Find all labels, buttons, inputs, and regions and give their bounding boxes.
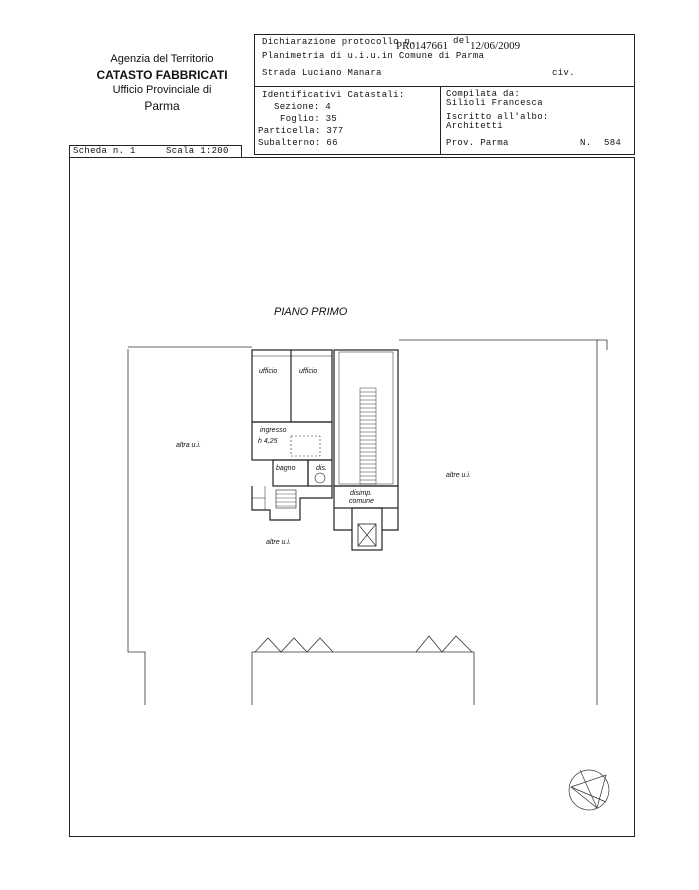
agency-department: CATASTO FABBRICATI bbox=[96, 68, 228, 82]
civ-label: civ. bbox=[552, 68, 575, 78]
room-label-ingresso: ingresso bbox=[260, 427, 287, 434]
room-label-bagno: bagno bbox=[276, 465, 296, 472]
subalterno: Subalterno: 66 bbox=[258, 138, 338, 148]
registration-number: 584 bbox=[604, 138, 622, 148]
identifiers-title: Identificativi Catastali: bbox=[262, 90, 405, 100]
room-label-comune: comune bbox=[349, 498, 374, 505]
number-label: N. bbox=[580, 138, 592, 148]
neighbor-label-left: altra u.i. bbox=[176, 442, 201, 449]
province: Prov. Parma bbox=[446, 138, 509, 148]
compiled-label: Compilata da: bbox=[446, 89, 521, 99]
sezione: Sezione: 4 bbox=[274, 102, 332, 112]
room-label-disimp: disimp. bbox=[350, 490, 373, 497]
address: Strada Luciano Manara bbox=[262, 68, 382, 78]
room-height: h 4,25 bbox=[258, 438, 278, 445]
sheet-number: Scheda n. 1 bbox=[73, 146, 136, 156]
neighbor-label-right: altre u.i. bbox=[446, 472, 471, 479]
planimetry-title: Planimetria di u.i.u.in Comune di Parma bbox=[262, 51, 485, 61]
sheet-scale: Scala 1:200 bbox=[166, 146, 229, 156]
particella: Particella: 377 bbox=[258, 126, 344, 136]
floor-title: PIANO PRIMO bbox=[274, 306, 348, 318]
north-arrow-icon bbox=[569, 770, 609, 810]
protocol-label: Dichiarazione protocollo n. bbox=[262, 37, 416, 47]
agency-city: Parma bbox=[144, 99, 180, 113]
room-label-ufficio-1: ufficio bbox=[259, 368, 278, 375]
site-outline bbox=[128, 340, 607, 705]
room-label-ufficio-2: ufficio bbox=[299, 368, 318, 375]
staircase bbox=[360, 388, 376, 484]
register-label: Iscritto all'albo: bbox=[446, 112, 549, 122]
room-label-dis: dis. bbox=[316, 465, 327, 472]
register-value: Architetti bbox=[446, 121, 504, 131]
agency-office: Ufficio Provinciale di bbox=[112, 84, 212, 96]
protocol-number: PR0147661 bbox=[396, 40, 448, 52]
compiled-name: Silioli Francesca bbox=[446, 98, 543, 108]
protocol-date: 12/06/2009 bbox=[470, 40, 521, 52]
agency-name: Agenzia del Territorio bbox=[110, 53, 214, 65]
date-label: del bbox=[453, 36, 471, 46]
foglio: Foglio: 35 bbox=[280, 114, 338, 124]
neighbor-label-bottom: altre u.i. bbox=[266, 539, 291, 546]
